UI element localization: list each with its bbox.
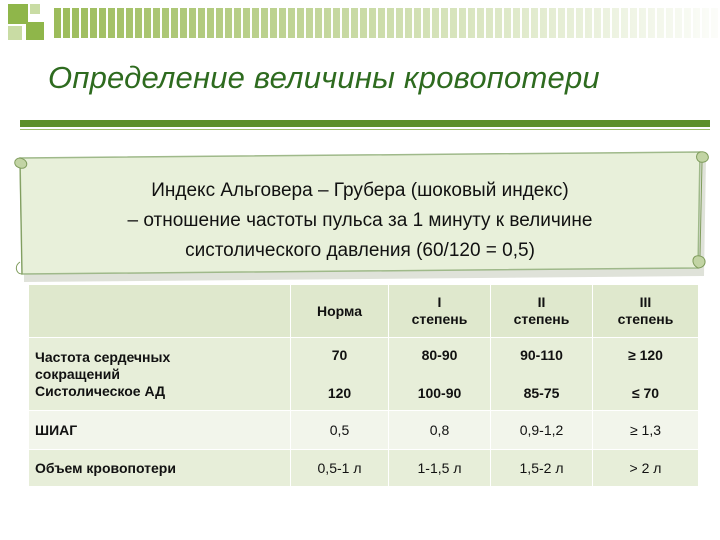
pressure-value: 85-75 bbox=[523, 385, 560, 401]
header-cell-degree-3 bbox=[593, 285, 699, 338]
row-label-line-2: сокращений bbox=[35, 365, 120, 382]
table-row-shock-index bbox=[29, 411, 699, 450]
decorative-square-2 bbox=[26, 22, 44, 40]
cell-pulse-norm bbox=[291, 338, 389, 411]
title-underline bbox=[20, 120, 710, 127]
decorative-square-4 bbox=[8, 26, 22, 40]
pulse-value: 90-110 bbox=[520, 347, 563, 363]
pulse-value: 70 bbox=[331, 347, 348, 363]
header-degree-1-numeral: I bbox=[437, 294, 442, 310]
cell-blood-loss-degree-2: 1,5-2 л bbox=[491, 450, 593, 487]
cell-pulse-degree-3 bbox=[593, 338, 699, 411]
banner-line-1: Индекс Альговера – Грубера (шоковый индекс) bbox=[151, 180, 569, 201]
header-cell-empty bbox=[29, 285, 291, 338]
row-label-shock-index: ШИАГ bbox=[29, 411, 291, 450]
pulse-value: 80-90 bbox=[421, 347, 458, 363]
table-row-blood-loss bbox=[29, 450, 699, 487]
cell-pulse-degree-2 bbox=[491, 338, 593, 411]
row-label-line-1: Частота сердечных bbox=[35, 348, 171, 365]
header-degree-3-word: степень bbox=[617, 311, 674, 327]
page-title: Определение величины кровопотери bbox=[48, 60, 600, 95]
pressure-value: ≤ 70 bbox=[631, 385, 660, 401]
header-degree-2-word: степень bbox=[513, 311, 570, 327]
cell-blood-loss-norm: 0,5-1 л bbox=[291, 450, 389, 487]
header-cell-degree-2 bbox=[491, 285, 593, 338]
header-cell-norm bbox=[291, 285, 389, 338]
cell-shock-index-degree-1: 0,8 bbox=[389, 411, 491, 450]
header-norm-label: Норма bbox=[317, 303, 362, 319]
title-underline-thin bbox=[20, 129, 710, 130]
header-degree-2-numeral: II bbox=[537, 294, 546, 310]
row-label-blood-loss: Объем кровопотери bbox=[29, 450, 291, 487]
cell-shock-index-degree-2: 0,9-1,2 bbox=[491, 411, 593, 450]
header-degree-3-numeral: III bbox=[639, 294, 652, 310]
cell-shock-index-degree-3: ≥ 1,3 bbox=[593, 411, 699, 450]
row-label-pulse-pressure bbox=[29, 338, 291, 411]
cell-shock-index-norm: 0,5 bbox=[291, 411, 389, 450]
banner-line-2: – отношение частоты пульса за 1 минуту к величине bbox=[127, 210, 593, 231]
pressure-value: 120 bbox=[327, 385, 352, 401]
decorative-stripe-fade bbox=[54, 8, 720, 38]
pulse-value: ≥ 120 bbox=[628, 347, 663, 363]
table-row-pulse-pressure bbox=[29, 338, 699, 411]
row-label-line-3: Систолическое АД bbox=[35, 382, 166, 399]
banner-text bbox=[40, 176, 680, 266]
pressure-value: 100-90 bbox=[417, 385, 462, 401]
cell-blood-loss-degree-3: > 2 л bbox=[593, 450, 699, 487]
banner-line-3: систолического давления (60/120 = 0,5) bbox=[185, 240, 535, 261]
blood-loss-table bbox=[28, 284, 699, 487]
cell-pulse-degree-1 bbox=[389, 338, 491, 411]
header-cell-degree-1 bbox=[389, 285, 491, 338]
cell-blood-loss-degree-1: 1-1,5 л bbox=[389, 450, 491, 487]
decorative-square-3 bbox=[30, 4, 40, 14]
table-header-row bbox=[29, 285, 699, 338]
decorative-square-1 bbox=[8, 4, 28, 24]
header-degree-1-word: степень bbox=[411, 311, 468, 327]
